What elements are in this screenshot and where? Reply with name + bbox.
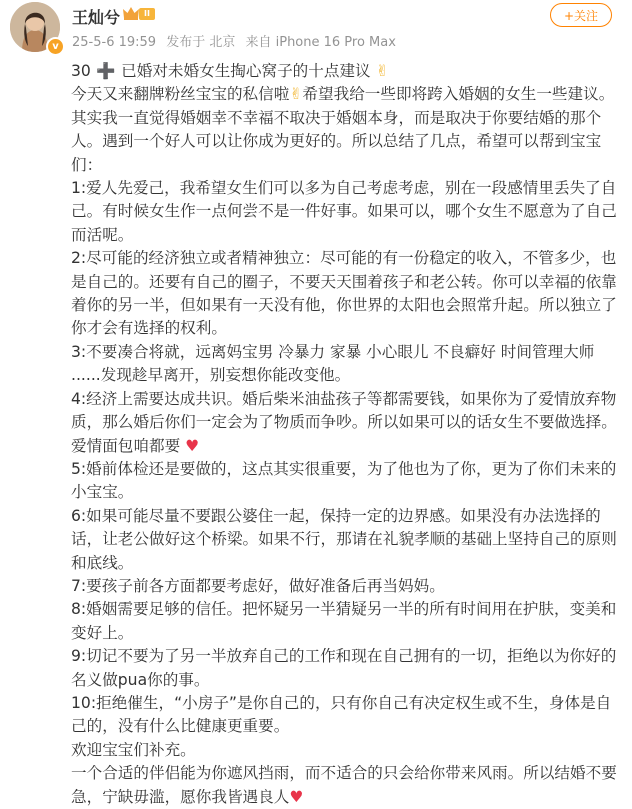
advice-item-1: 1:爱人先爱己，我希望女生们可以多为自己考虑考虑，别在一段感情里丢失了自己。有时候女生作一点何尝不是一件好事。如果可以，哪个女生不愿意为了自己而活呢。: [71, 179, 617, 244]
post-title: 30 ➕ 已婚对未婚女生掏心窝子的十点建议 ✌: [71, 62, 389, 80]
closing-line: 欢迎宝宝们补充。: [71, 740, 196, 759]
advice-item-8: 8:婚姻需要足够的信任。把怀疑另一半猜疑另一半的所有时间用在护肤，变美和变好上。: [71, 600, 617, 642]
post-device: 来自 iPhone 16 Pro Max: [245, 35, 396, 50]
intro-paragraph: 今天又来翻牌粉丝宝宝的私信啦✌希望我给一些即将跨入婚姻的女生一些建议。: [71, 85, 615, 104]
advice-item-4: 4:经济上需要达成共识。婚后柴米油盐孩子等都需要钱，如果你为了爱情放弃物质，那么婚后你们一定会为了物质而争吵。所以如果可以的话女生不要做选择。爱情面包咱都要 ♥: [71, 389, 617, 455]
author-name[interactable]: 王灿兮: [72, 8, 121, 27]
advice-item-6: 6:如果可能尽量不要跟公婆住一起，保持一定的边界感。如果没有办法选择的话，让老公做好这个桥梁。如果不行，那请在礼貌孝顺的基础上坚持自己的原则和底线。: [71, 506, 617, 572]
advice-item-7: 7:要孩子前各方面都要考虑好，做好准备后再当妈妈。: [71, 576, 445, 595]
verified-badge: v: [46, 37, 65, 56]
follow-button[interactable]: +关注: [550, 3, 612, 27]
advice-item-9: 9:切记不要为了另一半放弃自己的工作和现在自己拥有的一切，拒绝以为你好的名义做pua你的事。: [71, 647, 617, 689]
post-meta: [72, 31, 402, 50]
red-heart-icon: ♥: [180, 436, 200, 455]
post-body: [71, 60, 619, 809]
advice-item-10: 10:拒绝催生，“小房子”是你自己的，只有你自己有决定权生或不生，身体是自己的，没有什么比健康更重要。: [71, 693, 612, 736]
closing-paragraph: 一个合适的伴侣能为你遮风挡雨，而不适合的只会给你带来风雨。所以结婚不要急，宁缺毋滥，愿你我皆遇良人♥: [71, 764, 617, 806]
post-location: 发布于 北京: [166, 35, 236, 50]
red-heart-icon: ♥: [289, 787, 304, 806]
post-date[interactable]: 25-5-6 19:59: [72, 35, 157, 50]
member-level-badge: II: [139, 8, 155, 20]
advice-item-2: 2:尽可能的经济独立或者精神独立：尽可能的有一份稳定的收入，不管多少，也是自己的。还要有自己的圈子，不要天天围着孩子和老公转。你可以幸福的依靠着你的另一半，但如果有一天没有他，你世界的太阳也会照常升起。所以独立了你才会有选择的权利。: [71, 249, 617, 338]
crown-icon: [122, 5, 140, 21]
post-header: [0, 0, 632, 58]
victory-hand-icon: ✌: [289, 85, 303, 104]
intro-paragraph-2: 其实我一直觉得婚姻幸不幸福不取决于婚姻本身，而是取决于你要结婚的那个人。遇到一个好人可以让你成为更好的。所以总结了几点，希望可以帮到宝宝们：: [71, 108, 602, 174]
victory-hand-icon: ✌: [370, 62, 389, 80]
plus-emoji-icon: ➕: [90, 62, 122, 80]
advice-item-3: 3:不要凑合将就，远离妈宝男 冷暴力 家暴 小心眼儿 不良癖好 时间管理大师 ......发现趁早离开，别妄想你能改变他。: [71, 342, 595, 385]
advice-item-5: 5:婚前体检还是要做的，这点其实很重要，为了他也为了你，更为了你们未来的小宝宝。: [71, 459, 617, 502]
